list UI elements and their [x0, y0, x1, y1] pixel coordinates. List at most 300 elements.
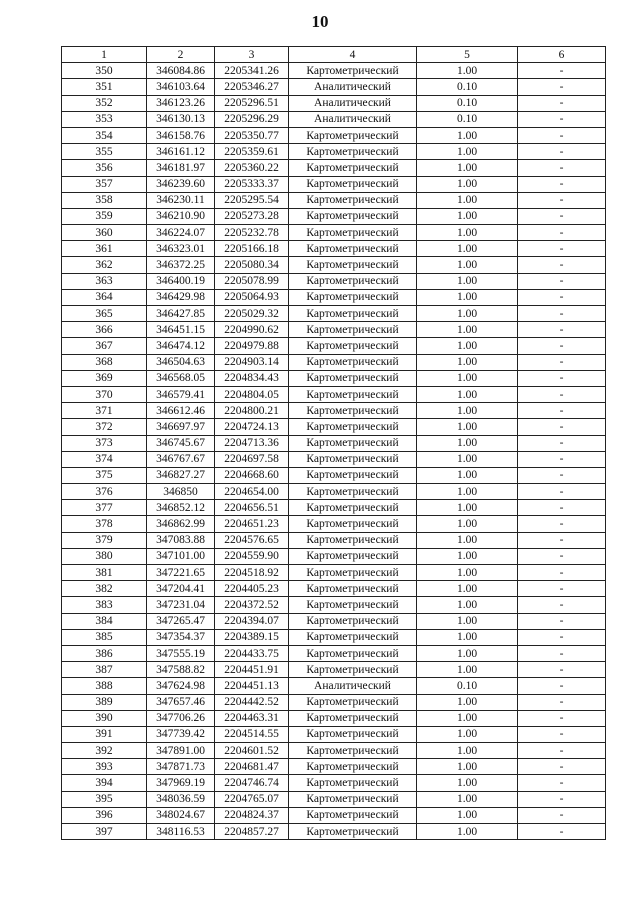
table-row — [62, 597, 606, 613]
point-number-cell: 362 — [62, 257, 147, 273]
x-coordinate-cell: 346239.60 — [147, 176, 215, 192]
table-row — [62, 160, 606, 176]
point-number-cell: 352 — [62, 95, 147, 111]
description-cell: - — [518, 678, 606, 694]
y-coordinate-cell: 2204576.65 — [215, 532, 289, 548]
method-cell: Картометрический — [289, 403, 417, 419]
y-coordinate-cell: 2204433.75 — [215, 645, 289, 661]
page-number: 10 — [311, 12, 329, 31]
table-row — [62, 759, 606, 775]
description-cell: - — [518, 354, 606, 370]
point-number-cell: 356 — [62, 160, 147, 176]
x-coordinate-cell: 347221.65 — [147, 565, 215, 581]
x-coordinate-cell: 346103.64 — [147, 79, 215, 95]
y-coordinate-cell: 2204979.88 — [215, 338, 289, 354]
point-number-cell: 357 — [62, 176, 147, 192]
x-coordinate-cell: 346850 — [147, 484, 215, 500]
point-number-cell: 377 — [62, 500, 147, 516]
x-coordinate-cell: 346862.99 — [147, 516, 215, 532]
table-row — [62, 192, 606, 208]
description-cell: - — [518, 759, 606, 775]
y-coordinate-cell: 2205232.78 — [215, 225, 289, 241]
description-cell: - — [518, 403, 606, 419]
x-coordinate-cell: 346230.11 — [147, 192, 215, 208]
coordinates-table — [61, 46, 606, 840]
method-cell: Картометрический — [289, 500, 417, 516]
y-coordinate-cell: 2204824.37 — [215, 807, 289, 823]
accuracy-cell: 1.00 — [417, 532, 518, 548]
accuracy-cell: 1.00 — [417, 613, 518, 629]
accuracy-cell: 1.00 — [417, 241, 518, 257]
method-cell: Картометрический — [289, 144, 417, 160]
description-cell: - — [518, 484, 606, 500]
accuracy-cell: 1.00 — [417, 435, 518, 451]
method-cell: Картометрический — [289, 613, 417, 629]
accuracy-cell: 1.00 — [417, 289, 518, 305]
table-row — [62, 467, 606, 483]
description-cell: - — [518, 743, 606, 759]
accuracy-cell: 1.00 — [417, 257, 518, 273]
x-coordinate-cell: 346372.25 — [147, 257, 215, 273]
method-cell: Аналитический — [289, 79, 417, 95]
accuracy-cell: 1.00 — [417, 225, 518, 241]
table-row — [62, 516, 606, 532]
point-number-cell: 364 — [62, 289, 147, 305]
x-coordinate-cell: 347083.88 — [147, 532, 215, 548]
y-coordinate-cell: 2204442.52 — [215, 694, 289, 710]
method-cell: Картометрический — [289, 208, 417, 224]
description-cell: - — [518, 370, 606, 386]
x-coordinate-cell: 348036.59 — [147, 791, 215, 807]
y-coordinate-cell: 2204724.13 — [215, 419, 289, 435]
accuracy-cell: 1.00 — [417, 775, 518, 791]
description-cell: - — [518, 306, 606, 322]
x-coordinate-cell: 346084.86 — [147, 63, 215, 79]
description-cell: - — [518, 192, 606, 208]
description-cell: - — [518, 208, 606, 224]
y-coordinate-cell: 2204713.36 — [215, 435, 289, 451]
x-coordinate-cell: 346429.98 — [147, 289, 215, 305]
description-cell: - — [518, 597, 606, 613]
description-cell: - — [518, 160, 606, 176]
x-coordinate-cell: 346323.01 — [147, 241, 215, 257]
point-number-cell: 395 — [62, 791, 147, 807]
accuracy-cell: 1.00 — [417, 597, 518, 613]
table-body — [62, 63, 606, 840]
method-cell: Аналитический — [289, 678, 417, 694]
point-number-cell: 373 — [62, 435, 147, 451]
description-cell: - — [518, 710, 606, 726]
method-cell: Картометрический — [289, 192, 417, 208]
description-cell: - — [518, 241, 606, 257]
table-row — [62, 257, 606, 273]
accuracy-cell: 1.00 — [417, 354, 518, 370]
table-row — [62, 403, 606, 419]
table-row — [62, 306, 606, 322]
x-coordinate-cell: 346504.63 — [147, 354, 215, 370]
accuracy-cell: 1.00 — [417, 581, 518, 597]
accuracy-cell: 1.00 — [417, 192, 518, 208]
x-coordinate-cell: 347354.37 — [147, 629, 215, 645]
column-header: 4 — [289, 47, 417, 63]
point-number-cell: 369 — [62, 370, 147, 386]
x-coordinate-cell: 347871.73 — [147, 759, 215, 775]
method-cell: Аналитический — [289, 111, 417, 127]
accuracy-cell: 1.00 — [417, 160, 518, 176]
method-cell: Картометрический — [289, 694, 417, 710]
x-coordinate-cell: 347969.19 — [147, 775, 215, 791]
table-row — [62, 386, 606, 402]
x-coordinate-cell: 346745.67 — [147, 435, 215, 451]
y-coordinate-cell: 2204463.31 — [215, 710, 289, 726]
description-cell: - — [518, 435, 606, 451]
method-cell: Картометрический — [289, 581, 417, 597]
method-cell: Картометрический — [289, 127, 417, 143]
x-coordinate-cell: 346827.27 — [147, 467, 215, 483]
point-number-cell: 370 — [62, 386, 147, 402]
accuracy-cell: 1.00 — [417, 451, 518, 467]
method-cell: Картометрический — [289, 759, 417, 775]
method-cell: Картометрический — [289, 225, 417, 241]
method-cell: Картометрический — [289, 645, 417, 661]
y-coordinate-cell: 2205080.34 — [215, 257, 289, 273]
y-coordinate-cell: 2204559.90 — [215, 548, 289, 564]
point-number-cell: 385 — [62, 629, 147, 645]
accuracy-cell: 1.00 — [417, 548, 518, 564]
table-row — [62, 289, 606, 305]
x-coordinate-cell: 346224.07 — [147, 225, 215, 241]
x-coordinate-cell: 346612.46 — [147, 403, 215, 419]
point-number-cell: 361 — [62, 241, 147, 257]
x-coordinate-cell: 347891.00 — [147, 743, 215, 759]
table-row — [62, 775, 606, 791]
method-cell: Картометрический — [289, 597, 417, 613]
x-coordinate-cell: 347706.26 — [147, 710, 215, 726]
table-row — [62, 322, 606, 338]
table-row — [62, 144, 606, 160]
description-cell: - — [518, 225, 606, 241]
method-cell: Аналитический — [289, 95, 417, 111]
accuracy-cell: 1.00 — [417, 306, 518, 322]
method-cell: Картометрический — [289, 386, 417, 402]
y-coordinate-cell: 2205296.51 — [215, 95, 289, 111]
x-coordinate-cell: 347204.41 — [147, 581, 215, 597]
table-row — [62, 370, 606, 386]
method-cell: Картометрический — [289, 824, 417, 840]
column-header: 6 — [518, 47, 606, 63]
point-number-cell: 354 — [62, 127, 147, 143]
x-coordinate-cell: 347231.04 — [147, 597, 215, 613]
y-coordinate-cell: 2204765.07 — [215, 791, 289, 807]
accuracy-cell: 1.00 — [417, 176, 518, 192]
point-number-cell: 371 — [62, 403, 147, 419]
point-number-cell: 387 — [62, 662, 147, 678]
table-row — [62, 63, 606, 79]
x-coordinate-cell: 346400.19 — [147, 273, 215, 289]
table-row — [62, 208, 606, 224]
point-number-cell: 375 — [62, 467, 147, 483]
x-coordinate-cell: 346568.05 — [147, 370, 215, 386]
y-coordinate-cell: 2204518.92 — [215, 565, 289, 581]
table-row — [62, 484, 606, 500]
description-cell: - — [518, 176, 606, 192]
method-cell: Картометрический — [289, 354, 417, 370]
method-cell: Картометрический — [289, 451, 417, 467]
method-cell: Картометрический — [289, 289, 417, 305]
description-cell: - — [518, 289, 606, 305]
accuracy-cell: 1.00 — [417, 208, 518, 224]
accuracy-cell: 0.10 — [417, 95, 518, 111]
y-coordinate-cell: 2205273.28 — [215, 208, 289, 224]
point-number-cell: 350 — [62, 63, 147, 79]
description-cell: - — [518, 645, 606, 661]
point-number-cell: 390 — [62, 710, 147, 726]
accuracy-cell: 1.00 — [417, 759, 518, 775]
method-cell: Картометрический — [289, 306, 417, 322]
y-coordinate-cell: 2204601.52 — [215, 743, 289, 759]
accuracy-cell: 1.00 — [417, 694, 518, 710]
point-number-cell: 359 — [62, 208, 147, 224]
x-coordinate-cell: 347739.42 — [147, 726, 215, 742]
method-cell: Картометрический — [289, 726, 417, 742]
accuracy-cell: 1.00 — [417, 127, 518, 143]
point-number-cell: 393 — [62, 759, 147, 775]
point-number-cell: 380 — [62, 548, 147, 564]
description-cell: - — [518, 613, 606, 629]
table-row — [62, 111, 606, 127]
method-cell: Картометрический — [289, 565, 417, 581]
description-cell: - — [518, 565, 606, 581]
point-number-cell: 379 — [62, 532, 147, 548]
method-cell: Картометрический — [289, 743, 417, 759]
accuracy-cell: 1.00 — [417, 370, 518, 386]
method-cell: Картометрический — [289, 484, 417, 500]
point-number-cell: 391 — [62, 726, 147, 742]
point-number-cell: 382 — [62, 581, 147, 597]
method-cell: Картометрический — [289, 516, 417, 532]
table-row — [62, 532, 606, 548]
x-coordinate-cell: 348116.53 — [147, 824, 215, 840]
accuracy-cell: 1.00 — [417, 565, 518, 581]
y-coordinate-cell: 2205360.22 — [215, 160, 289, 176]
table-header-row — [62, 47, 606, 63]
y-coordinate-cell: 2205078.99 — [215, 273, 289, 289]
table-row — [62, 710, 606, 726]
description-cell: - — [518, 63, 606, 79]
y-coordinate-cell: 2204800.21 — [215, 403, 289, 419]
y-coordinate-cell: 2205341.26 — [215, 63, 289, 79]
y-coordinate-cell: 2204990.62 — [215, 322, 289, 338]
point-number-cell: 384 — [62, 613, 147, 629]
table-row — [62, 419, 606, 435]
point-number-cell: 383 — [62, 597, 147, 613]
y-coordinate-cell: 2205350.77 — [215, 127, 289, 143]
description-cell: - — [518, 807, 606, 823]
accuracy-cell: 1.00 — [417, 273, 518, 289]
table-row — [62, 565, 606, 581]
y-coordinate-cell: 2204405.23 — [215, 581, 289, 597]
y-coordinate-cell: 2204451.91 — [215, 662, 289, 678]
description-cell: - — [518, 451, 606, 467]
point-number-cell: 374 — [62, 451, 147, 467]
point-number-cell: 372 — [62, 419, 147, 435]
y-coordinate-cell: 2204451.13 — [215, 678, 289, 694]
point-number-cell: 378 — [62, 516, 147, 532]
x-coordinate-cell: 347555.19 — [147, 645, 215, 661]
table-row — [62, 807, 606, 823]
description-cell: - — [518, 467, 606, 483]
table-row — [62, 79, 606, 95]
table-row — [62, 273, 606, 289]
point-number-cell: 388 — [62, 678, 147, 694]
method-cell: Картометрический — [289, 176, 417, 192]
table-row — [62, 354, 606, 370]
y-coordinate-cell: 2204857.27 — [215, 824, 289, 840]
accuracy-cell: 1.00 — [417, 662, 518, 678]
point-number-cell: 355 — [62, 144, 147, 160]
accuracy-cell: 1.00 — [417, 419, 518, 435]
x-coordinate-cell: 346158.76 — [147, 127, 215, 143]
table-row — [62, 645, 606, 661]
x-coordinate-cell: 346210.90 — [147, 208, 215, 224]
accuracy-cell: 1.00 — [417, 467, 518, 483]
y-coordinate-cell: 2204834.43 — [215, 370, 289, 386]
method-cell: Картометрический — [289, 467, 417, 483]
accuracy-cell: 1.00 — [417, 629, 518, 645]
column-header: 1 — [62, 47, 147, 63]
table-row — [62, 451, 606, 467]
table-row — [62, 581, 606, 597]
table-row — [62, 225, 606, 241]
y-coordinate-cell: 2205029.32 — [215, 306, 289, 322]
x-coordinate-cell: 346427.85 — [147, 306, 215, 322]
y-coordinate-cell: 2205333.37 — [215, 176, 289, 192]
accuracy-cell: 1.00 — [417, 484, 518, 500]
y-coordinate-cell: 2204514.55 — [215, 726, 289, 742]
table-row — [62, 176, 606, 192]
point-number-cell: 360 — [62, 225, 147, 241]
description-cell: - — [518, 144, 606, 160]
y-coordinate-cell: 2205166.18 — [215, 241, 289, 257]
method-cell: Картометрический — [289, 532, 417, 548]
point-number-cell: 397 — [62, 824, 147, 840]
method-cell: Картометрический — [289, 338, 417, 354]
description-cell: - — [518, 273, 606, 289]
table-row — [62, 548, 606, 564]
table-row — [62, 791, 606, 807]
point-number-cell: 394 — [62, 775, 147, 791]
y-coordinate-cell: 2204372.52 — [215, 597, 289, 613]
x-coordinate-cell: 346852.12 — [147, 500, 215, 516]
accuracy-cell: 0.10 — [417, 111, 518, 127]
column-header: 3 — [215, 47, 289, 63]
y-coordinate-cell: 2204903.14 — [215, 354, 289, 370]
table-row — [62, 435, 606, 451]
description-cell: - — [518, 127, 606, 143]
table-row — [62, 726, 606, 742]
method-cell: Картометрический — [289, 710, 417, 726]
point-number-cell: 389 — [62, 694, 147, 710]
point-number-cell: 376 — [62, 484, 147, 500]
point-number-cell: 363 — [62, 273, 147, 289]
point-number-cell: 366 — [62, 322, 147, 338]
y-coordinate-cell: 2205295.54 — [215, 192, 289, 208]
description-cell: - — [518, 662, 606, 678]
method-cell: Картометрический — [289, 435, 417, 451]
column-header: 2 — [147, 47, 215, 63]
point-number-cell: 396 — [62, 807, 147, 823]
table-row — [62, 500, 606, 516]
x-coordinate-cell: 346181.97 — [147, 160, 215, 176]
description-cell: - — [518, 629, 606, 645]
y-coordinate-cell: 2204804.05 — [215, 386, 289, 402]
x-coordinate-cell: 347657.46 — [147, 694, 215, 710]
point-number-cell: 358 — [62, 192, 147, 208]
accuracy-cell: 1.00 — [417, 144, 518, 160]
description-cell: - — [518, 516, 606, 532]
y-coordinate-cell: 2204746.74 — [215, 775, 289, 791]
description-cell: - — [518, 79, 606, 95]
description-cell: - — [518, 532, 606, 548]
description-cell: - — [518, 95, 606, 111]
y-coordinate-cell: 2204656.51 — [215, 500, 289, 516]
description-cell: - — [518, 581, 606, 597]
table-row — [62, 743, 606, 759]
x-coordinate-cell: 346579.41 — [147, 386, 215, 402]
description-cell: - — [518, 775, 606, 791]
description-cell: - — [518, 419, 606, 435]
method-cell: Картометрический — [289, 257, 417, 273]
accuracy-cell: 1.00 — [417, 322, 518, 338]
y-coordinate-cell: 2204668.60 — [215, 467, 289, 483]
accuracy-cell: 1.00 — [417, 726, 518, 742]
accuracy-cell: 0.10 — [417, 79, 518, 95]
point-number-cell: 367 — [62, 338, 147, 354]
y-coordinate-cell: 2205064.93 — [215, 289, 289, 305]
accuracy-cell: 1.00 — [417, 338, 518, 354]
description-cell: - — [518, 726, 606, 742]
method-cell: Картометрический — [289, 273, 417, 289]
y-coordinate-cell: 2205346.27 — [215, 79, 289, 95]
method-cell: Картометрический — [289, 419, 417, 435]
accuracy-cell: 0.10 — [417, 678, 518, 694]
column-header: 5 — [417, 47, 518, 63]
accuracy-cell: 1.00 — [417, 743, 518, 759]
accuracy-cell: 1.00 — [417, 403, 518, 419]
x-coordinate-cell: 347624.98 — [147, 678, 215, 694]
y-coordinate-cell: 2205359.61 — [215, 144, 289, 160]
x-coordinate-cell: 346123.26 — [147, 95, 215, 111]
method-cell: Картометрический — [289, 791, 417, 807]
x-coordinate-cell: 348024.67 — [147, 807, 215, 823]
x-coordinate-cell: 347588.82 — [147, 662, 215, 678]
y-coordinate-cell: 2204681.47 — [215, 759, 289, 775]
accuracy-cell: 1.00 — [417, 386, 518, 402]
x-coordinate-cell: 346130.13 — [147, 111, 215, 127]
method-cell: Картометрический — [289, 160, 417, 176]
method-cell: Картометрический — [289, 370, 417, 386]
description-cell: - — [518, 111, 606, 127]
table-row — [62, 127, 606, 143]
table-row — [62, 678, 606, 694]
table-row — [62, 95, 606, 111]
point-number-cell: 351 — [62, 79, 147, 95]
table-row — [62, 824, 606, 840]
x-coordinate-cell: 346161.12 — [147, 144, 215, 160]
y-coordinate-cell: 2204651.23 — [215, 516, 289, 532]
point-number-cell: 353 — [62, 111, 147, 127]
description-cell: - — [518, 694, 606, 710]
